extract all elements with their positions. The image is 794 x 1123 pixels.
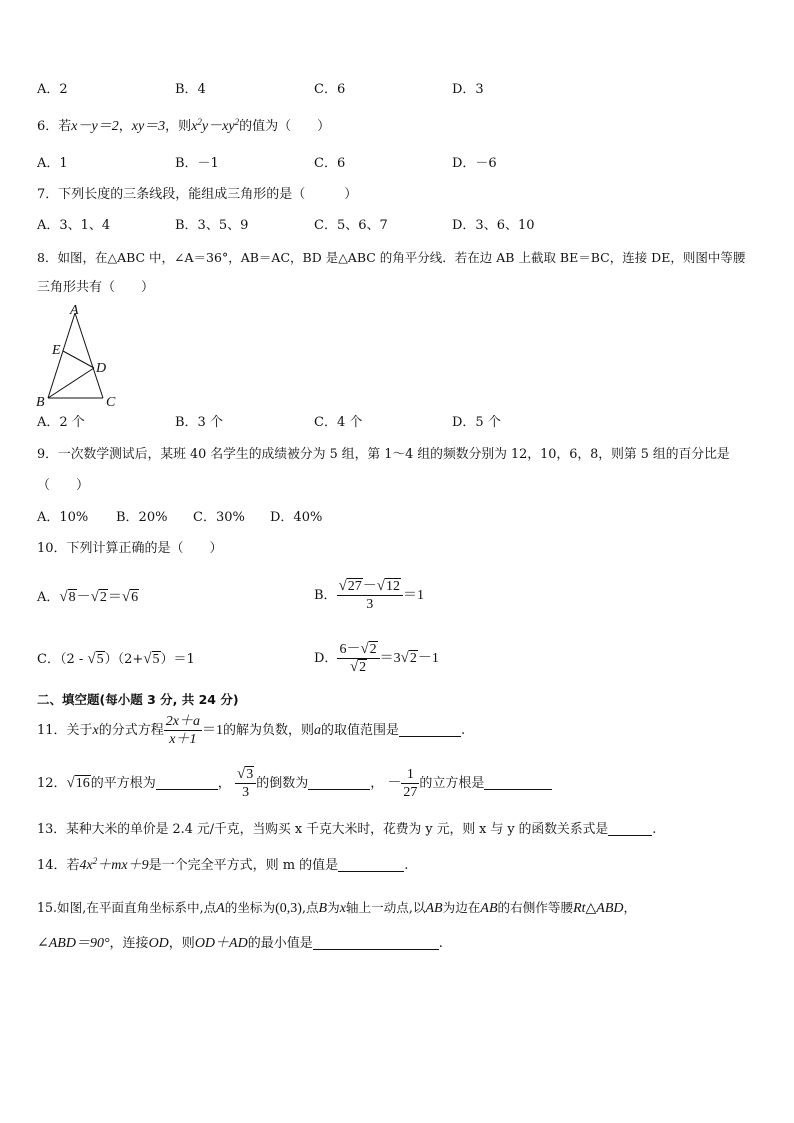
question-15-line1: 15.如图,在平面直角坐标系中,点A的坐标为(0,3),点B为x轴上一动点,以AB为边在AB的右侧作等腰Rt△ABD， [37,900,637,916]
q6-option-b: B．－1 [175,156,219,171]
q12-blank-2[interactable] [308,775,370,790]
q10-option-d: D． $\frac{6-√2}{√2}$ ＝3√2－1 [314,641,439,675]
q6-sep: ， [118,119,132,134]
segment-ed [63,351,94,368]
q6-option-a: A．1 [37,156,68,171]
q8-option-a: A．2 个 [37,415,85,430]
question-8-line2: 三角形共有（ ） [37,280,155,295]
q7-option-c: C．5、6、7 [314,218,388,233]
question-14: 14．若$4x^2+mx+9$是一个完全平方式，则 m 的值是 . [37,856,409,873]
q12-blank-1[interactable] [156,775,218,790]
question-13: 13．某种大米的单价是 2.4 元/千克，当购买 x 千克大米时，花费为 y 元，则 x 与 y 的函数关系式是 . [37,822,657,837]
q10-option-b: B． $\frac{√27-√12}{3}$ ＝1 [314,578,425,612]
q9-option-a: A．10% [37,510,89,525]
q15-answer-blank[interactable] [313,935,439,950]
q6-mid: ，则 [165,119,192,134]
segment-bd [48,368,94,398]
q9-option-b: B．20% [116,510,168,525]
question-11: 11．关于x的分式方程 $\frac{2x+a}{x+1}$ ＝1的解为负数，则a的取值范围是 . [37,714,466,747]
section-2-title: 二、填空题(每小题 3 分, 共 24 分) [37,692,239,707]
q7-option-d: D．3、6、10 [452,218,535,233]
question-7: 7．下列长度的三条线段，能组成三角形的是（ ） [37,187,358,202]
q7-option-a: A．3、1、4 [37,218,111,233]
question-9-line2: （ ） [37,478,90,493]
q5-option-b: B．4 [175,82,206,97]
label-e: E [52,343,61,358]
q5-option-a: A．2 [37,82,68,97]
question-10: 10．下列计算正确的是（ ） [37,541,223,556]
q10-option-c: C．（2 - √5）（2+√5）＝1 [37,651,195,667]
q12-blank-3[interactable] [484,775,552,790]
label-d: D [96,361,107,376]
q6-option-d: D．－6 [452,156,497,171]
q8-option-d: D．5 个 [452,415,501,430]
question-8-line1: 8．如图，在△ABC 中，∠A＝36°，AB＝AC，BD 是△ABC 的角平分线．若在边 AB 上截取 BE＝BC，连接 DE，则图中等腰 [37,250,746,265]
q11-answer-blank[interactable] [399,722,461,737]
question-9-line1: 9．一次数学测试后，某班 40 名学生的成绩被分为 5 组，第 1～4 组的频数分别为 12，10，6，8，则第 5 组的百分比是 [37,447,730,462]
question-6 [37,117,330,137]
q6-suffix: 的值为（ ） [239,119,331,134]
q10-option-a: A．√8－√2＝√6 [37,589,139,605]
label-b: B [36,395,45,410]
label-a: A [70,303,79,318]
question-12: 12．√16的平方根为 ， $\frac{√3}{3}$ 的倒数为 ， － $\frac{1}{27}$ 的立方根是 [37,762,552,805]
q6-option-c: C．6 [314,156,346,171]
q13-answer-blank[interactable] [608,821,652,836]
label-c: C [106,395,116,410]
q8-option-c: C．4 个 [314,415,363,430]
q8-option-b: B．3 个 [175,415,223,430]
q7-option-b: B．3、5、9 [175,218,249,233]
q6-prefix: 6．若 [37,119,72,134]
q14-answer-blank[interactable] [338,857,404,872]
q9-option-d: D．40% [270,510,323,525]
q5-option-d: D．3 [452,82,484,97]
q8-triangle-figure [34,302,124,410]
q9-option-c: C．30% [193,510,245,525]
q6-eq1: x－y＝2 [71,119,119,134]
segment-ac [75,313,103,398]
q6-eq2: xy＝3 [131,119,166,134]
question-15-line2: ∠ABD＝90°，连接OD，则OD＋AD的最小值是 . [37,936,443,951]
q6-expr: $x^2y-xy^2$ [191,117,240,134]
q5-option-c: C．6 [314,82,346,97]
